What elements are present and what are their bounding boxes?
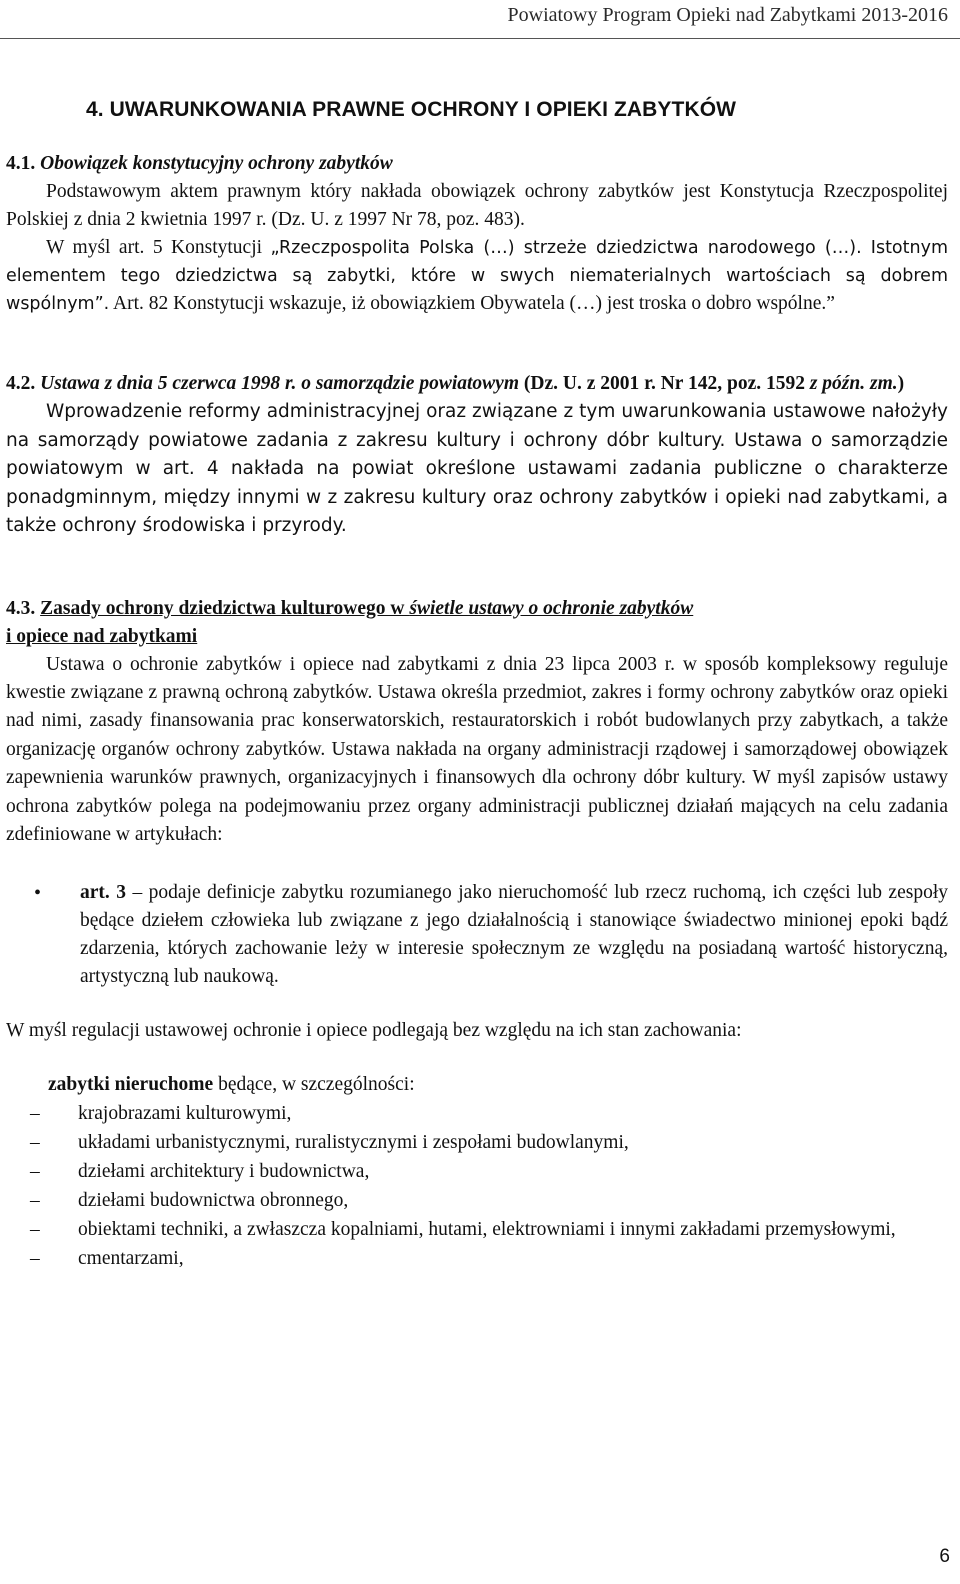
- section-4-1-paragraph-2: [6, 234, 948, 318]
- list-item: [6, 1186, 948, 1215]
- article-text: – podaje definicje zabytku rozumianego jako nieruchomość lub rzecz ruchomą, ich części lub zespoły będące dziełem człowieka lub związane z jego działalnością i stanowiące świadectwo minionej epoki bądź zdarzenia, których zachowanie leży w interesie społecznym ze względu na posiadaną wartość historyczną, artystyczną lub naukową.: [80, 882, 948, 988]
- section-title-ref: z późn. zm.: [809, 373, 898, 394]
- list-item-text: dziełami architektury i budownictwa,: [78, 1161, 370, 1183]
- paragraph-text: W myśl art. 5 Konstytucji: [46, 237, 271, 258]
- immovable-suffix: będące, w szczególności:: [213, 1074, 415, 1096]
- immovable-label: zabytki nieruchome: [48, 1074, 214, 1096]
- chapter-title: 4. UWARUNKOWANIA PRAWNE OCHRONY I OPIEKI ZABYTKÓW: [86, 98, 737, 121]
- dash-icon: –: [30, 1161, 40, 1183]
- list-item-text: obiektami techniki, a zwłaszcza kopalniami, hutami, elektrowniami i innymi zakładami przemysłowymi,: [78, 1219, 896, 1241]
- dash-icon: –: [30, 1248, 40, 1270]
- immovable-heading: [6, 1071, 948, 1099]
- running-header: Powiatowy Program Opieki nad Zabytkami 2013-2016: [507, 4, 948, 26]
- bullet-icon: •: [34, 882, 42, 905]
- list-item-text: dziełami budownictwa obronnego,: [78, 1190, 349, 1212]
- section-4-2-heading: [6, 370, 948, 398]
- list-item-text: cmentarzami,: [78, 1248, 184, 1270]
- spacer: [6, 541, 948, 595]
- section-title-ref: ): [897, 373, 905, 394]
- spacer: [6, 318, 948, 370]
- page-number: 6: [939, 1546, 950, 1567]
- paragraph-text: Art. 82 Konstytucji wskazuje, iż obowiązkiem Obywatela (…) jest troska o dobro wspólne.”: [109, 293, 835, 314]
- section-title: Obowiązek konstytucyjny ochrony zabytków: [40, 153, 393, 174]
- quotation-text: „Rzeczpospolita Polska (…) strzeże dziedzictwa narodowego (…). Istotnym elementem tego dziedzictwa są zabytki, które w swych niematerialnych wartościach są dobrem wspólnym”.: [6, 238, 948, 314]
- section-number: 4.2.: [6, 373, 36, 394]
- article-list: [6, 879, 948, 991]
- list-item: [6, 1244, 948, 1273]
- list-item: [6, 1128, 948, 1157]
- section-4-1-heading: [6, 150, 948, 178]
- header-rule: [0, 38, 960, 39]
- section-title-ref: (Dz. U. z 2001 r. Nr 142, poz. 1592: [519, 373, 810, 394]
- dash-icon: –: [30, 1103, 40, 1125]
- list-item: [6, 1099, 948, 1128]
- list-item: [6, 879, 948, 991]
- section-4-3-heading: [6, 595, 948, 651]
- dash-icon: –: [30, 1190, 40, 1212]
- section-title: świetle ustawy o ochronie zabytków: [409, 597, 694, 619]
- section-title: i opiece nad zabytkami: [6, 625, 198, 647]
- section-number: 4.1.: [6, 153, 36, 174]
- list-item: [6, 1215, 948, 1244]
- section-4-1-paragraph-1: Podstawowym aktem prawnym który nakłada obowiązek ochrony zabytków jest Konstytucja Rzeczpospolitej Polskiej z dnia 2 kwietnia 1997 r. (Dz. U. z 1997 Nr 78, poz. 483).: [6, 181, 948, 230]
- lead-paragraph: W myśl regulacji ustawowej ochronie i opiece podlegają bez względu na ich stan zachowania:: [6, 1020, 742, 1042]
- list-item: [6, 1157, 948, 1186]
- section-4-2-paragraph: Wprowadzenie reformy administracyjnej oraz związane z tym uwarunkowania ustawowe nałożyły na samorządy powiatowe zadania z zakresu kultury i ochrony dóbr kultury. Ustawa o samorządzie powiatowym w art. 4 nakłada na powiat określone ustawami zadania publiczne o charakterze ponadgminnym, między innymi w z zakresu kultury oraz ochrony zabytków i opieki nad zabytkami, a także ochrony środowiska i przyrody.: [6, 401, 948, 536]
- dash-icon: –: [30, 1219, 40, 1241]
- list-item-text: układami urbanistycznymi, ruralistycznymi i zespołami budowlanymi,: [78, 1132, 629, 1154]
- section-title: Ustawa z dnia 5 czerwca 1998 r. o samorządzie powiatowym: [40, 373, 519, 394]
- section-title: Zasady ochrony dziedzictwa kulturowego w: [40, 597, 410, 619]
- list-item-text: krajobrazami kulturowymi,: [78, 1103, 292, 1125]
- section-4-3-paragraph: Ustawa o ochronie zabytków i opiece nad zabytkami z dnia 23 lipca 2003 r. w sposób kompleksowy reguluje kwestie związane z prawną ochroną zabytków. Ustawa określa przedmiot, zakres i formy ochrony zabytków oraz opieki nad nimi, zasady finansowania prac konserwatorskich, restauratorskich i robót budowlanych przy zabytkach, a także organizację organów ochrony zabytków. Ustawa nakłada na organy administracji rządowej i samorządowej obowiązek zapewnienia warunków prawnych, organizacyjnych i finansowych dla ochrony dóbr kultury. W myśl zapisów ustawy ochrona zabytków polega na podejmowaniu przez organy administracji publicznej działań mających na celu zadania zdefiniowane w artykułach:: [6, 653, 948, 845]
- section-number: 4.3.: [6, 597, 36, 619]
- dash-icon: –: [30, 1132, 40, 1154]
- article-label: art. 3: [80, 882, 126, 904]
- page-content: [6, 96, 948, 1273]
- immovable-list: [6, 1099, 948, 1273]
